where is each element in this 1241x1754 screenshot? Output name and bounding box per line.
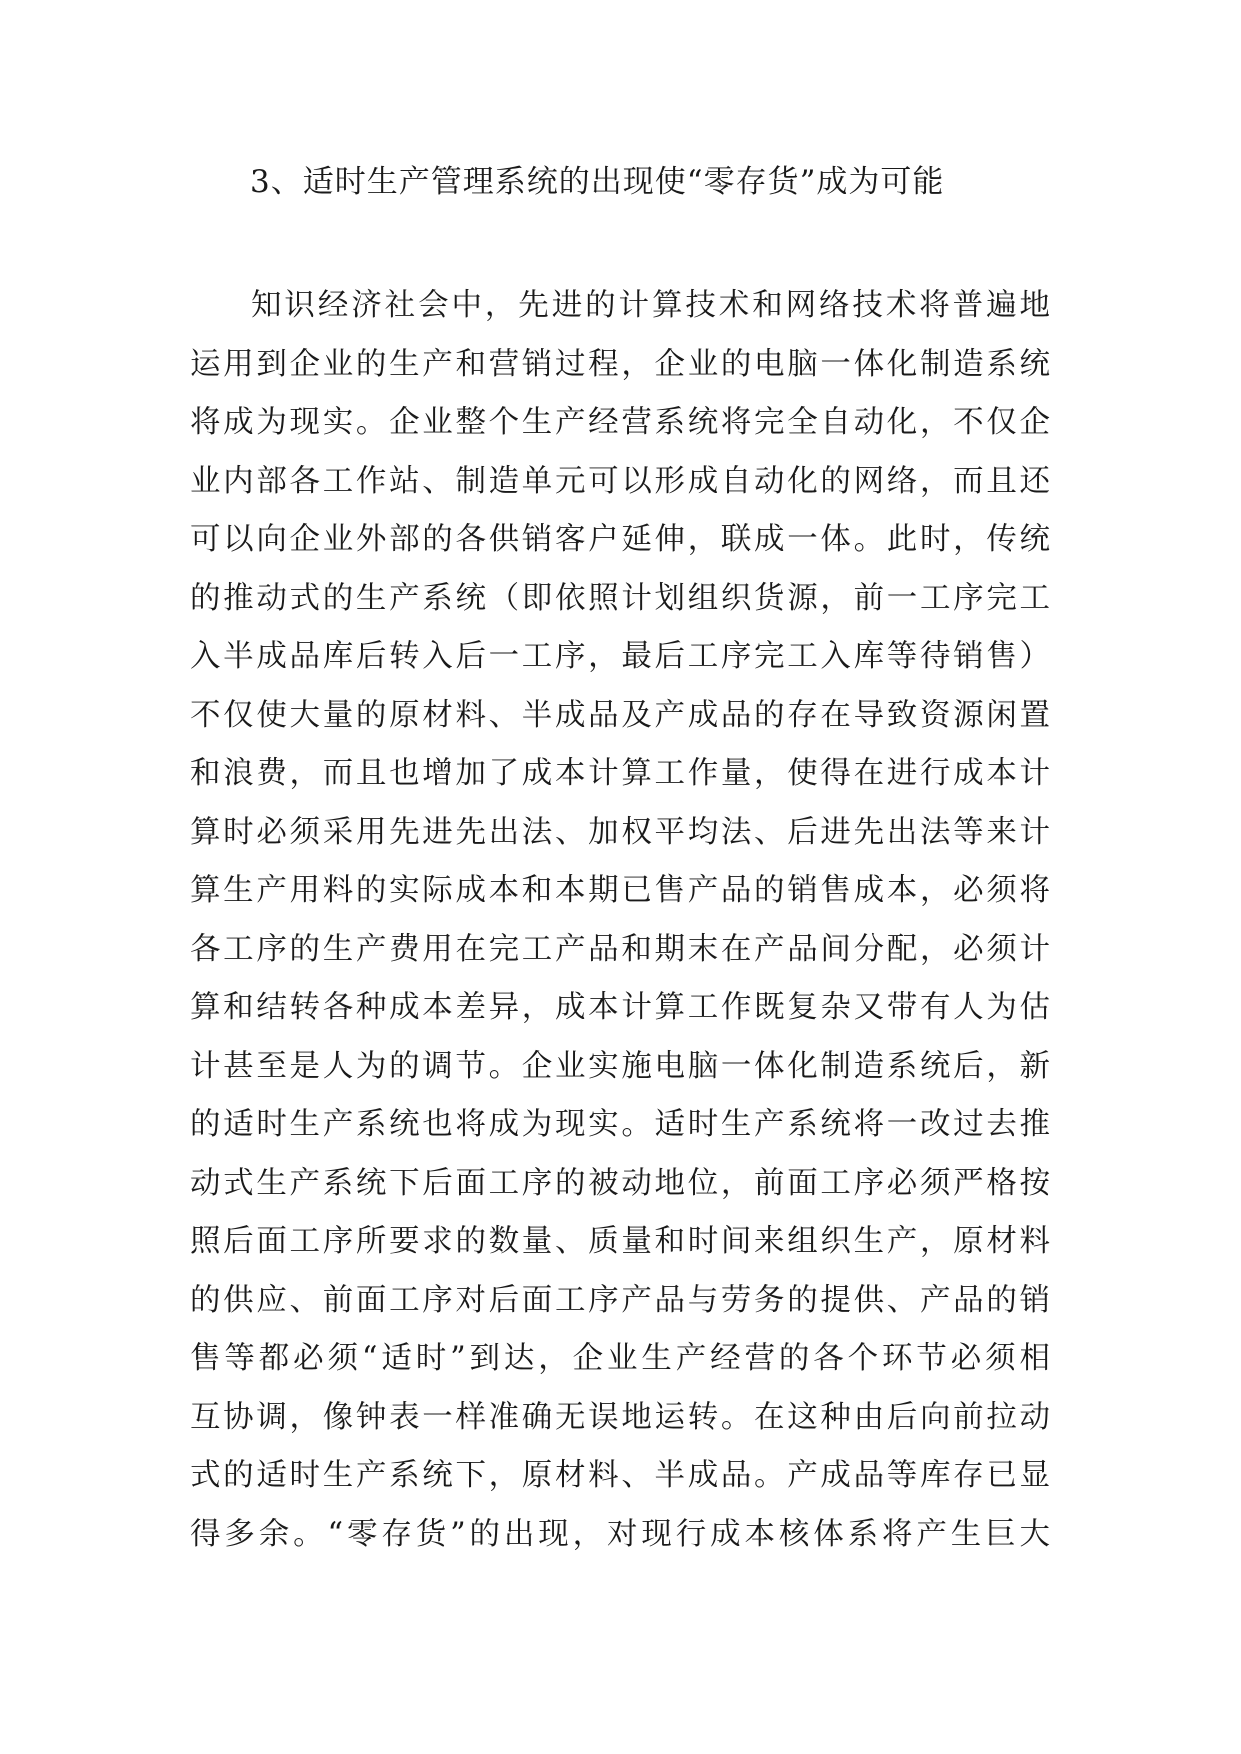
paragraph-line: 算和结转各种成本差异，成本计算工作既复杂又带有人为估 (190, 990, 1050, 1025)
paragraph-line: 运用到企业的生产和营销过程，企业的电脑一体化制造系统 (190, 346, 1050, 382)
paragraph-line: 的推动式的生产系统（即依照计划组织货源，前一工序完工 (190, 580, 1050, 616)
paragraph-line: 互协调，像钟表一样准确无误地运转。在这种由后向前拉动 (190, 1399, 1050, 1435)
section-heading: 3、适时生产管理系统的出现使“零存货”成为可能 (250, 164, 945, 200)
paragraph-line: 的适时生产系统也将成为现实。适时生产系统将一改过去推 (190, 1107, 1050, 1142)
paragraph-line: 各工序的生产费用在完工产品和期末在产品间分配，必须计 (190, 931, 1050, 967)
paragraph-line: 的供应、前面工序对后面工序产品与劳务的提供、产品的销 (190, 1282, 1050, 1318)
paragraph-line: 算生产用料的实际成本和本期已售产品的销售成本，必须将 (190, 873, 1050, 908)
paragraph-line: 入半成品库后转入后一工序，最后工序完工入库等待销售） (190, 639, 1050, 674)
paragraph-line: 算时必须采用先进先出法、加权平均法、后进先出法等来计 (190, 814, 1050, 850)
paragraph-line: 将成为现实。企业整个生产经营系统将完全自动化，不仅企 (190, 405, 1050, 440)
paragraph-line: 动式生产系统下后面工序的被动地位，前面工序必须严格按 (190, 1165, 1050, 1201)
body-paragraph (190, 277, 1050, 1564)
paragraph-line: 和浪费，而且也增加了成本计算工作量，使得在进行成本计 (190, 756, 1050, 791)
paragraph-line: 业内部各工作站、制造单元可以形成自动化的网络，而且还 (190, 463, 1050, 499)
paragraph-line: 售等都必须“适时”到达，企业生产经营的各个环节必须相 (190, 1341, 1050, 1376)
paragraph-line: 得多余。“零存货”的出现，对现行成本核体系将产生巨大 (190, 1516, 1050, 1552)
paragraph-line: 知识经济社会中，先进的计算技术和网络技术将普遍地 (251, 288, 1050, 323)
paragraph-line: 可以向企业外部的各供销客户延伸，联成一体。此时，传统 (190, 522, 1050, 557)
paragraph-line: 式的适时生产系统下，原材料、半成品。产成品等库存已显 (190, 1458, 1050, 1493)
paragraph-line: 计甚至是人为的调节。企业实施电脑一体化制造系统后，新 (190, 1048, 1050, 1084)
paragraph-line: 照后面工序所要求的数量、质量和时间来组织生产，原材料 (190, 1224, 1050, 1259)
paragraph-line: 不仅使大量的原材料、半成品及产成品的存在导致资源闲置 (190, 697, 1050, 733)
